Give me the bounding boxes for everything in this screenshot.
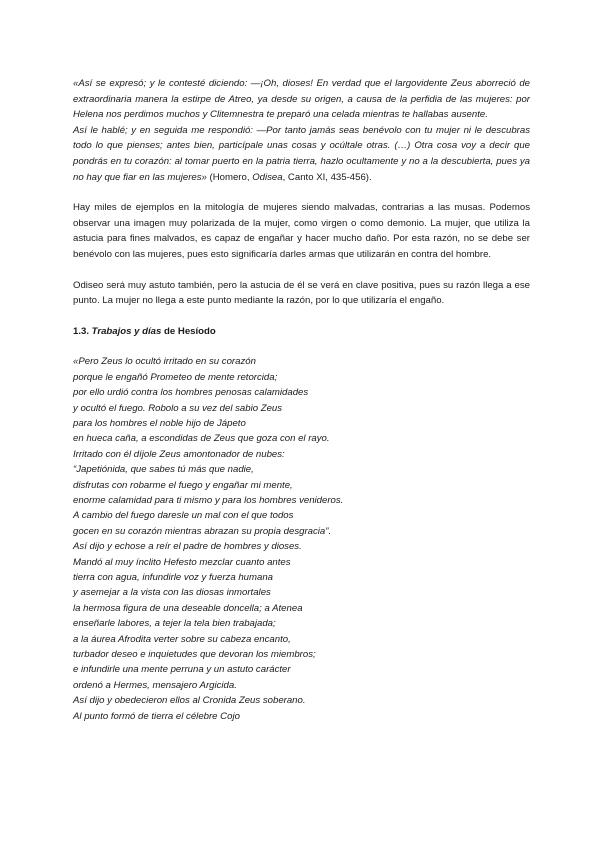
body-paragraph-1: Hay miles de ejemplos en la mitología de mujeres siendo malvadas, contrarias a las musas. Podemos observar una imagen muy polarizada de la mujer, como virgen o como demonio. La mujer, que utiliza la astucia para fines malvados, es capaz de engañar y hacer mucho daño. Por esta razón, no se debe ser benévolo con las mujeres, pues esto significaría darles armas que utilizarán en contra del hombre.: [73, 202, 530, 260]
section-heading: [73, 324, 530, 340]
citation: [207, 172, 372, 183]
poem-line: y ocultó el fuego. Robolo a su vez del sabio Zeus: [73, 402, 283, 414]
poem-line: enseñarle labores, a tejer la tela bien trabajada;: [73, 618, 276, 630]
poem-line: A cambio del fuego daresle un mal con el que todos: [73, 510, 294, 522]
poem-quote: [73, 354, 530, 724]
poem-line: ordenó a Hermes, mensajero Argicida.: [73, 679, 237, 691]
poem-line: Así dijo y echose a reír el padre de hombres y dioses.: [73, 541, 302, 553]
section-title: Trabajos y días: [91, 325, 162, 337]
poem-line: Irritado con él díjole Zeus amontonador de nubes:: [73, 448, 285, 460]
poem-line: tierra con agua, infundirle voz y fuerza humana: [73, 572, 273, 583]
poem-line: a la áurea Afrodita verter sobre su cabeza encanto,: [73, 633, 291, 645]
poem-line: “Japetiónida, que sabes tú más que nadie,: [73, 464, 254, 476]
poem-line: porque le engañó Prometeo de mente retorcida;: [73, 371, 278, 383]
poem-line: enorme calamidad para ti mismo y para los hombres venideros.: [73, 494, 344, 506]
document-page: [73, 76, 530, 724]
body-paragraph-2: Odiseo será muy astuto también, pero la astucia de él se verá en clave positiva, pues su razón llega a ese punto. La mujer no llega a este punto mediante la razón, por lo que utilizaría el engaño.: [73, 279, 530, 307]
poem-line: para los hombres el noble hijo de Jápeto: [73, 417, 246, 429]
poem-line: Mandó al muy ínclito Hefesto mezclar cuanto antes: [73, 556, 291, 568]
citation-work: Odisea: [252, 171, 283, 183]
citation-prefix: (Homero,: [206, 171, 253, 183]
quote-paragraph-2: [73, 123, 530, 185]
quote-paragraph-1: «Así se expresó; y le contesté diciendo: —¡Oh, dioses! En verdad que el largovidente Zeus aborreció de extraordinaria manera la estirpe de Atreo, ya desde su origen, a causa de la perfidia de las mujeres: por Helena nos perdimos muchos y Clitemnestra te preparó una celada mientras te hallabas ausente.: [73, 78, 530, 121]
poem-line: la hermosa figura de una deseable doncella; a Atenea: [73, 602, 303, 614]
poem-line: por ello urdió contra los hombres penosas calamidades: [73, 387, 309, 399]
poem-line: turbador deseo e inquietudes que devoran los miembros;: [73, 649, 316, 661]
poem-line: en hueca caña, a escondidas de Zeus que goza con el rayo.: [73, 433, 330, 445]
poem-line: «Pero Zeus lo ocultó irritado en su corazón: [73, 356, 256, 368]
poem-line: Así dijo y obedecieron ellos al Cronida Zeus soberano.: [73, 695, 306, 707]
poem-line: Al punto formó de tierra el célebre Cojo: [73, 710, 240, 722]
poem-line: gocen en su corazón mientras abrazan su propia desgracia”.: [73, 525, 332, 537]
quote-text: Así le hablé; y en seguida me respondió: —Por tanto jamás seas benévolo con tu mujer ni le descubras todo lo que pienses; antes bien, particípale unas cosas y ocúltale otras. (…) Otra cosa voy a decir que pondrás en tu corazón: al tomar puerto en la patria tierra, hazlo ocultamente y no a la descubierta, pues ya no hay que fiar en las mujeres»: [73, 124, 530, 183]
section-number: 1.3.: [73, 325, 92, 337]
poem-line: e infundirle una mente perruna y un astuto carácter: [73, 664, 291, 676]
poem-line: disfrutas con robarme el fuego y engañar mi mente,: [73, 479, 293, 491]
poem-line: y asemejar a la vista con las diosas inmortales: [73, 587, 271, 599]
citation-suffix: , Canto XI, 435-456).: [282, 171, 372, 183]
section-title-suffix: de Hesíodo: [161, 325, 216, 337]
